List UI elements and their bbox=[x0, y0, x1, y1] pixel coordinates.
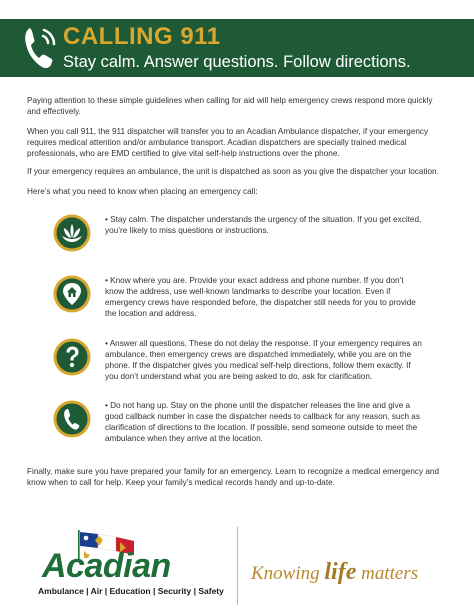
page-subtitle: Stay calm. Answer questions. Follow directions. bbox=[63, 53, 411, 71]
tip-item bbox=[53, 338, 453, 388]
footer-divider bbox=[237, 527, 238, 605]
phone-icon bbox=[53, 400, 91, 438]
slogan bbox=[251, 561, 418, 585]
intro-paragraph: Paying attention to these simple guidelines when calling for aid will help emergency crews respond more quickly and effectively. bbox=[27, 96, 433, 116]
intro-paragraph: Here’s what you need to know when placing an emergency call: bbox=[27, 187, 258, 196]
tip-text: • Know where you are. Provide your exact address and phone number. If you don’t know the address, use well-known landmarks to describe your location. Even if emergency crews have responded before, the dispatcher still needs for you to provide the location and address. bbox=[105, 276, 416, 318]
slogan-life: life bbox=[324, 559, 357, 585]
slogan-post: matters bbox=[356, 563, 419, 584]
tip-text: • Do not hang up. Stay on the phone until the dispatcher releases the line and give a good callback number in case the dispatcher needs to callback for any reason, such as clarification of directions to the location. If possible, send someone outside to meet the ambulance when they arrive at the location. bbox=[105, 401, 420, 443]
tip-text: • Answer all questions. These do not delay the response. If your emergency requires an ambulance, then emergency crews are dispatched immediately, while you are on the phone. If the dispatcher gives you medical self-help directions, follow them exactly. If you don’t understand what you are being asked to do, ask for clarification. bbox=[105, 339, 422, 381]
logo-tagline: Ambulance | Air | Education | Security | Safety bbox=[38, 586, 224, 596]
acadian-wordmark: Acadian bbox=[42, 547, 171, 585]
phone-icon bbox=[22, 24, 58, 70]
question-mark-icon bbox=[53, 338, 91, 376]
tip-text: • Stay calm. The dispatcher understands the urgency of the situation. If you get excited, you’re likely to miss questions or instructions. bbox=[105, 215, 422, 235]
location-house-icon bbox=[53, 275, 91, 313]
page-title: CALLING 911 bbox=[63, 23, 221, 50]
closing-paragraph: Finally, make sure you have prepared your family for an emergency. Learn to recognize a medical emergency and know when to call for help. Keep your family’s medical records handy and up-to-date. bbox=[27, 467, 440, 487]
tip-item bbox=[53, 275, 453, 325]
intro-paragraph: When you call 911, the 911 dispatcher will transfer you to an Acadian Ambulance dispatcher, if your emergency requires medical attention and/or ambulance transport. Acadian dispatchers are specially trained medical professionals, who are EMD certified to give vital self-help instructions over the phone. bbox=[27, 127, 429, 158]
lotus-icon bbox=[53, 214, 91, 252]
intro-paragraph: If your emergency requires an ambulance, the unit is dispatched as soon as you give the dispatcher your location. bbox=[27, 167, 439, 176]
slogan-pre: Knowing bbox=[251, 563, 325, 584]
tip-item bbox=[53, 400, 453, 450]
tip-item bbox=[53, 214, 453, 264]
